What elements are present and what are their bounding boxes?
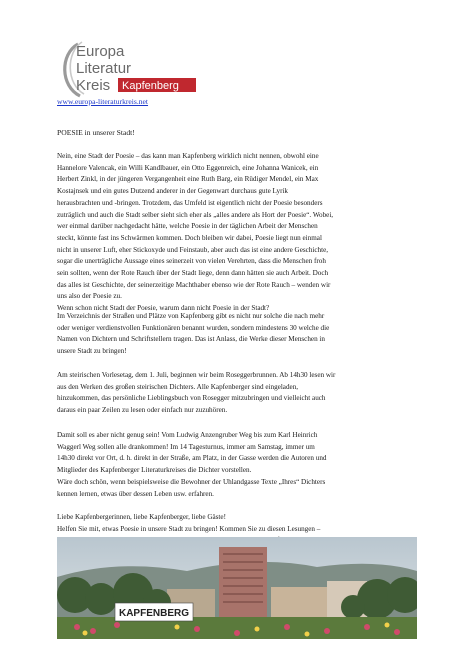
paragraph-5: Wäre doch schön, wenn beispielsweise die Bewohner der Uhlandgasse Texte „Ihres“ Dichters kennen lernen, etwas über dessen Leben usw. erfahren. — [57, 478, 326, 498]
kapfenberg-photo — [57, 537, 417, 639]
logo-tag-kapfenberg: Kapfenberg — [122, 80, 179, 92]
paragraph-6: Liebe Kapfenbergerinnen, liebe Kapfenberger, liebe Gäste! Helfen Sie mit, etwas Poesie in unsere Stadt zu bringen! Kommen Sie zu diesen Lesungen – — [57, 513, 321, 533]
website-link[interactable]: www.europa-literaturkreis.net — [57, 97, 149, 106]
kapfenberg-sign-text: KAPFENBERG — [118, 608, 190, 619]
paragraph-4: Damit soll es aber nicht genug sein! Vom Ludwig Anzengruber Weg bis zum Karl Heinrich Waggerl Weg sollen alle drankommen! Im 14 Tagesturnus, immer am Samstag, immer um 14h30 direkt vor Ort, d. h. direkt in der Straße, am Platz, in der Gasse werden die Autoren und Mitglieder des Kapfenberger Literaturkreises die Dichter vorstellen. — [57, 431, 327, 475]
logo-line-europa: Europa — [76, 43, 125, 60]
kapfenberg-photo-illustration — [57, 537, 417, 639]
document-title: POESIE in unserer Stadt! — [57, 128, 135, 137]
tall-building — [219, 547, 267, 617]
logo-line-literatur: Literatur — [76, 60, 132, 77]
logo-line-kreis: Kreis — [76, 77, 111, 94]
europa-literatur-kreis-logo — [56, 40, 196, 98]
paragraph-1: Nein, eine Stadt der Poesie – das kann man Kapfenberg wirklich nicht nennen, obwohl eine Hannelore Valencak, ein Willi Kandlbauer, ein Otto Eggenreich, eine Johanna Wanicek, ein Herbert Zinkl, in der jüngeren Vergangenheit eine Ruth Barg, ein Rüdiger Mendel, ein Max Kostajnsek und ein gutes Dutzend anderer in der Gegenwart durchaus gute Lyrik herausbrachten und -bringen. Trotzdem, das Umfeld ist eigentlich nicht der Poesie besonders zuträglich und auch die Stadt selber sieht sich eher als „alles andere als Hort der Poesie“. Wobei, wer einmal darüber nachgedacht hätte, welche Poesie in der täglichen Arbeit der Menschen steckt, könnte fast ins Schwärmen kommen. Doch bleiben wir dabei, Poesie liegt nun einmal nicht in unserer Luft, eher Stickoxyde und Feinstaub, aber auch das ist eine andere Geschichte, sogar die unerträgliche Aussage eines seinerzeit von vielen Verehrten, dass die Menschen froh sein sollten, wenn der Rote Rauch über der Stadt liege, denn dann hätten sie auch Arbeit. Doch das alles ist Geschichte, der seinerzeitige Machthaber ebenso wie der Rote Rauch – wenden wir uns also der Poesie zu. Wenn schon nicht Stadt der Poesie, warum dann nicht Poesie in der Stadt? — [57, 152, 334, 313]
paragraph-3: Am steirischen Vorlesetag, dem 1. Juli, beginnen wir beim Roseggerbrunnen. Ab 14h30 lesen wir aus den Werken des großen steirischen Dichters. Alle Kapfenberger sind eingeladen, hinzukommen, das persönliche Lieblingsbuch von Rosegger mitzubringen und vielleicht auch daraus ein paar Zeilen zu lesen oder einfach nur zuzuhören. — [57, 371, 336, 415]
paragraph-2: Im Verzeichnis der Straßen und Plätze von Kapfenberg gibt es nicht nur solche die nach mehr oder weniger verdienstvollen Funktionären benannt wurden, sondern mindestens 30 welche die Namen von Dichtern und Schriftstellern tragen. Das ist Anlass, die Werke dieser Menschen in unsere Stadt zu bringen! — [57, 312, 330, 356]
logo-graphic — [56, 40, 196, 98]
